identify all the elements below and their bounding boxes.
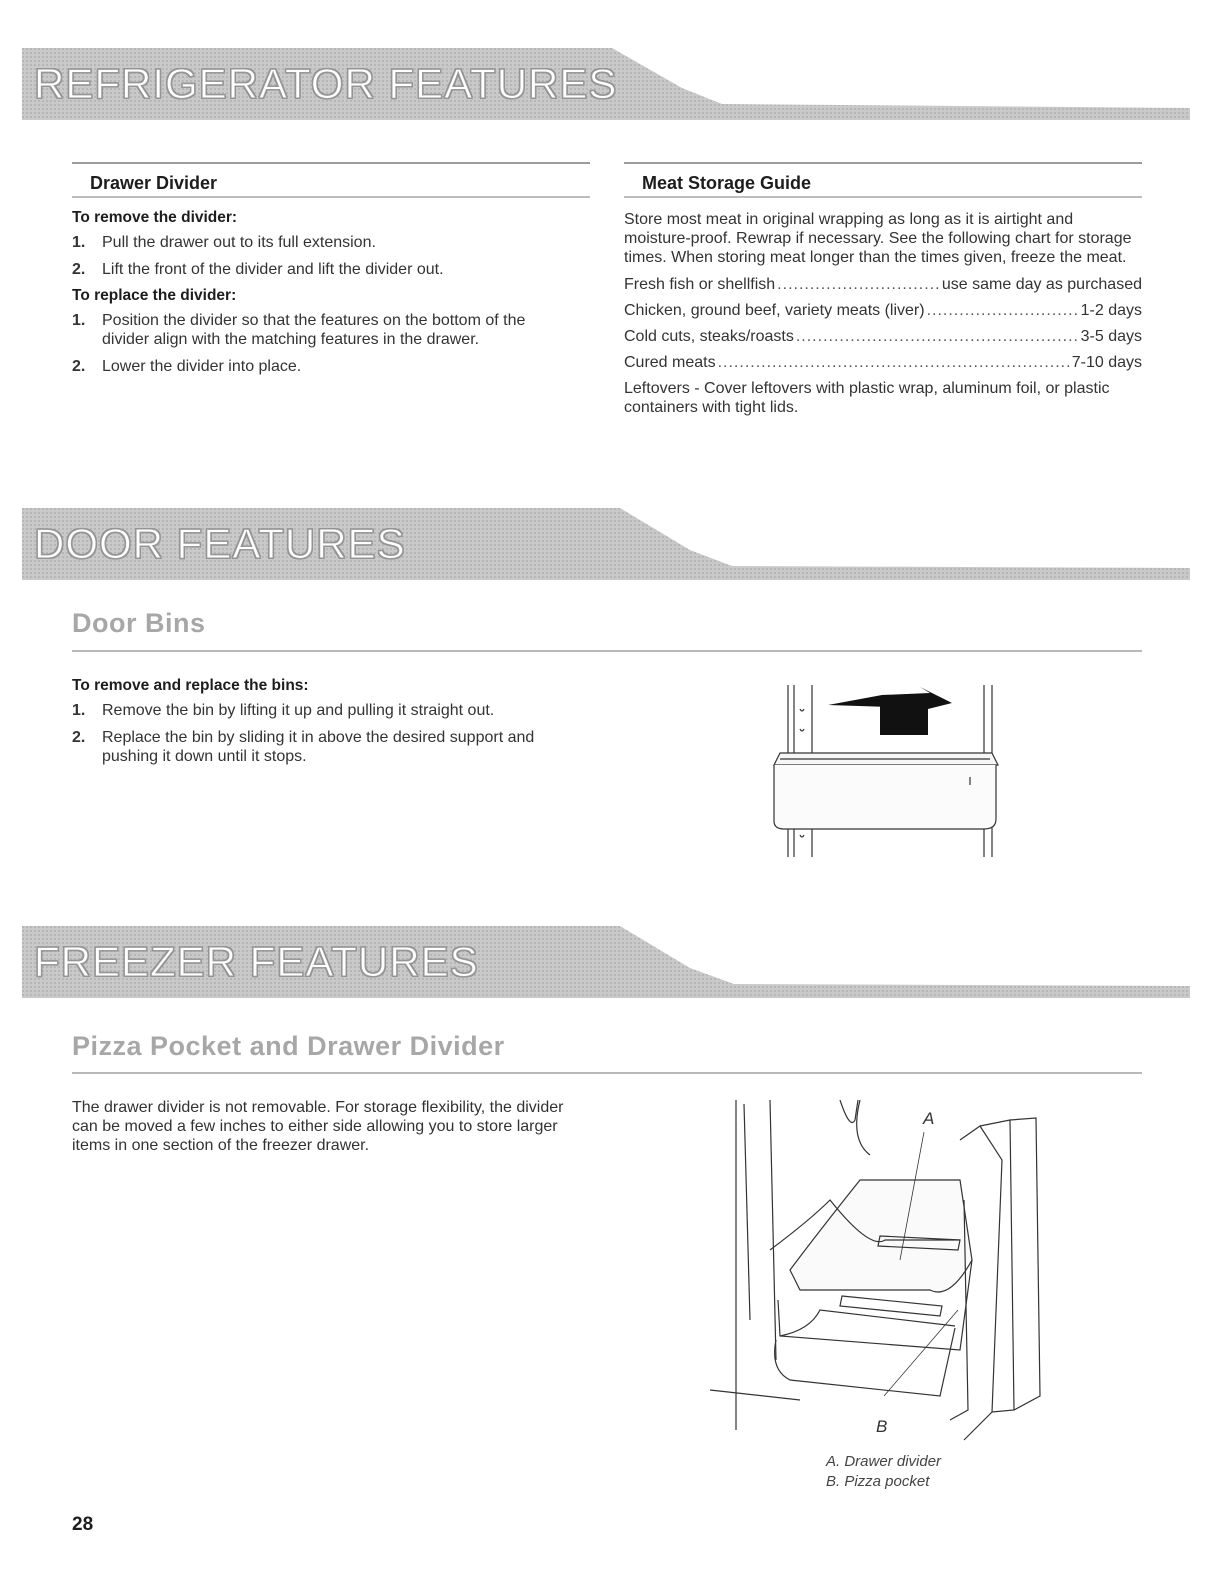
meat-row: Chicken, ground beef, variety meats (liver) ..... 1-2 days — [624, 301, 1142, 320]
list-item: 2. Lower the divider into place. — [72, 358, 302, 375]
door-features-banner — [22, 508, 1190, 580]
banner-title: REFRIGERATOR FEATURES — [34, 60, 618, 107]
remove-divider-label: To remove the divider: — [72, 209, 238, 226]
drawer-divider-heading: Drawer Divider — [72, 162, 590, 198]
list-item: 2. Lift the front of the divider and lift the divider out. — [72, 261, 444, 278]
caption-pizza-pocket: B. Pizza pocket — [826, 1473, 930, 1490]
replace-divider-label: To replace the divider: — [72, 287, 237, 304]
divider-rule — [72, 1072, 1142, 1074]
door-bins-label: To remove and replace the bins: — [72, 677, 309, 694]
freezer-drawer-illustration — [710, 1100, 1070, 1445]
list-item: 1. Pull the drawer out to its full extension. — [72, 234, 376, 251]
replace-divider-steps — [72, 311, 572, 376]
list-item: 2. Replace the bin by sliding it in above the desired support and pushing it down until it stops. — [72, 729, 535, 765]
banner-title: FREEZER FEATURES — [34, 938, 479, 985]
drawer-divider-content — [72, 209, 572, 384]
list-item: 1. Remove the bin by lifting it up and pulling it straight out. — [72, 702, 495, 719]
list-item: 1. Position the divider so that the features on the bottom of the divider align with the matching features in the drawer. — [72, 312, 526, 348]
caption-drawer-divider: A. Drawer divider — [826, 1453, 942, 1470]
door-bins-content — [72, 677, 562, 774]
refrigerator-features-banner — [22, 48, 1190, 120]
meat-row: Cured meats ..... 7-10 days — [624, 353, 1142, 372]
meat-row: Cold cuts, steaks/roasts ..... 3-5 days — [624, 327, 1142, 346]
meat-row: Fresh fish or shellfish ..... use same day as purchased — [624, 275, 1142, 294]
door-bins-steps — [72, 701, 562, 766]
meat-storage-content — [624, 210, 1142, 425]
meat-intro: Store most meat in original wrapping as long as it is airtight and moisture-proof. Rewrap if necessary. See the following chart for storage times. When storing meat longer than the times given, freeze the meat. — [624, 211, 1132, 266]
page-number: 28 — [72, 1514, 94, 1535]
callout-b: B — [876, 1417, 888, 1436]
divider-rule — [72, 650, 1142, 652]
callout-a: A — [923, 1109, 935, 1128]
banner-title: DOOR FEATURES — [34, 520, 406, 567]
pizza-pocket-text: The drawer divider is not removable. For storage flexibility, the divider can be moved a few inches to either side allowing you to store larger items in one section of the freezer drawer. — [72, 1099, 564, 1154]
door-bins-title: Door Bins — [72, 608, 206, 638]
pizza-pocket-title: Pizza Pocket and Drawer Divider — [72, 1031, 505, 1061]
meat-storage-heading: Meat Storage Guide — [624, 162, 1142, 198]
figure-caption — [826, 1452, 941, 1492]
door-bin-illustration — [770, 685, 1010, 860]
leftovers-note: Leftovers - Cover leftovers with plastic wrap, aluminum foil, or plastic containers with tight lids. — [624, 380, 1110, 416]
freezer-features-banner — [22, 926, 1190, 998]
remove-divider-steps — [72, 233, 572, 279]
